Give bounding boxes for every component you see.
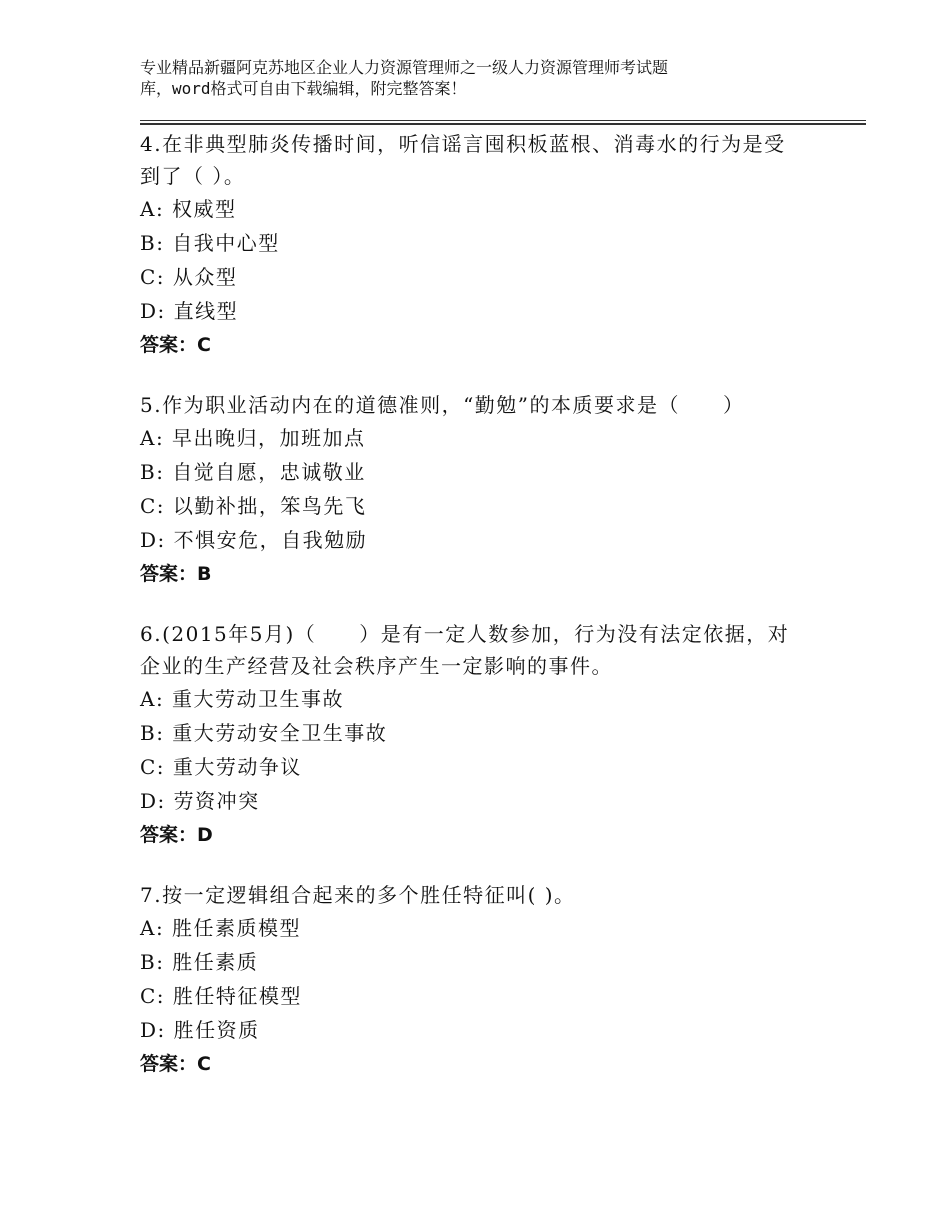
header-divider-thick	[140, 123, 866, 125]
question-stem-line: 企业的生产经营及社会秩序产生一定影响的事件。	[140, 654, 613, 678]
option-c	[140, 979, 820, 1013]
option-key: B:	[140, 460, 165, 484]
option-text: 重大劳动卫生事故	[172, 687, 345, 711]
header-title-line-1: 专业精品新疆阿克苏地区企业人力资源管理师之一级人力资源管理师考试题	[140, 58, 669, 77]
option-key: D:	[140, 299, 166, 323]
question-stem-line: 5.作为职业活动内在的道德准则，“勤勉”的本质要求是（ ）	[140, 393, 745, 417]
question-5	[140, 389, 820, 591]
option-text: 胜任资质	[173, 1018, 260, 1042]
answer-value: C	[197, 1053, 211, 1075]
option-a	[140, 192, 820, 226]
option-key: A:	[140, 916, 165, 940]
answer-label: 答案：	[140, 1053, 198, 1075]
option-text: 劳资冲突	[173, 789, 260, 813]
option-text: 重大劳动争议	[172, 755, 302, 779]
question-stem	[140, 618, 820, 682]
option-b	[140, 716, 820, 750]
option-text: 重大劳动安全卫生事故	[172, 721, 388, 745]
option-text: 从众型	[172, 265, 238, 289]
option-text: 自觉自愿，忠诚敬业	[172, 460, 366, 484]
option-c	[140, 260, 820, 294]
option-b	[140, 226, 820, 260]
question-4	[140, 128, 820, 362]
option-d	[140, 523, 820, 557]
answer-label: 答案：	[140, 824, 198, 846]
answer-value: B	[197, 563, 212, 585]
question-list	[140, 128, 820, 1108]
option-text: 自我中心型	[172, 231, 280, 255]
option-text: 胜任素质模型	[172, 916, 302, 940]
option-d	[140, 784, 820, 818]
option-key: C:	[140, 984, 166, 1008]
option-text: 以勤补拙，笨鸟先飞	[172, 494, 367, 518]
option-d	[140, 1013, 820, 1047]
option-text: 权威型	[172, 197, 237, 221]
option-key: C:	[140, 494, 166, 518]
answer-line	[140, 328, 820, 362]
option-key: B:	[140, 721, 165, 745]
question-stem	[140, 389, 820, 421]
question-7	[140, 879, 820, 1081]
answer-line	[140, 557, 820, 591]
option-key: C:	[140, 755, 166, 779]
question-stem	[140, 128, 820, 192]
answer-value: C	[197, 334, 211, 356]
answer-line	[140, 818, 820, 852]
option-key: A:	[140, 687, 165, 711]
option-key: D:	[140, 789, 166, 813]
question-stem-line: 4.在非典型肺炎传播时间，听信谣言囤积板蓝根、消毒水的行为是受	[140, 132, 786, 156]
option-d	[140, 294, 820, 328]
option-text: 胜任素质	[172, 950, 259, 974]
question-stem-line: 7.按一定逻辑组合起来的多个胜任特征叫( )。	[140, 883, 576, 907]
option-key: B:	[140, 231, 165, 255]
answer-label: 答案：	[140, 563, 198, 585]
option-text: 不惧安危，自我勉励	[173, 528, 368, 552]
question-6	[140, 618, 820, 852]
option-a	[140, 911, 820, 945]
option-key: C:	[140, 265, 166, 289]
option-key: D:	[140, 528, 166, 552]
answer-value: D	[197, 824, 213, 846]
question-stem-line: 到了（ ）。	[140, 164, 246, 188]
option-b	[140, 455, 820, 489]
option-key: A:	[140, 426, 165, 450]
question-stem-line: 6.(2015年5月)（ ）是有一定人数参加，行为没有法定依据，对	[140, 622, 790, 646]
option-a	[140, 421, 820, 455]
header-divider-thin	[140, 120, 866, 121]
option-key: D:	[140, 1018, 166, 1042]
answer-label: 答案：	[140, 334, 198, 356]
option-c	[140, 489, 820, 523]
option-key: B:	[140, 950, 165, 974]
question-stem	[140, 879, 820, 911]
option-text: 直线型	[173, 299, 239, 323]
option-text: 胜任特征模型	[172, 984, 302, 1008]
document-header	[140, 57, 840, 99]
header-title-line-2: 库，word格式可自由下载编辑，附完整答案！	[140, 79, 467, 98]
option-c	[140, 750, 820, 784]
option-key: A:	[140, 197, 165, 221]
option-a	[140, 682, 820, 716]
answer-line	[140, 1047, 820, 1081]
option-b	[140, 945, 820, 979]
option-text: 早出晚归，加班加点	[172, 426, 366, 450]
